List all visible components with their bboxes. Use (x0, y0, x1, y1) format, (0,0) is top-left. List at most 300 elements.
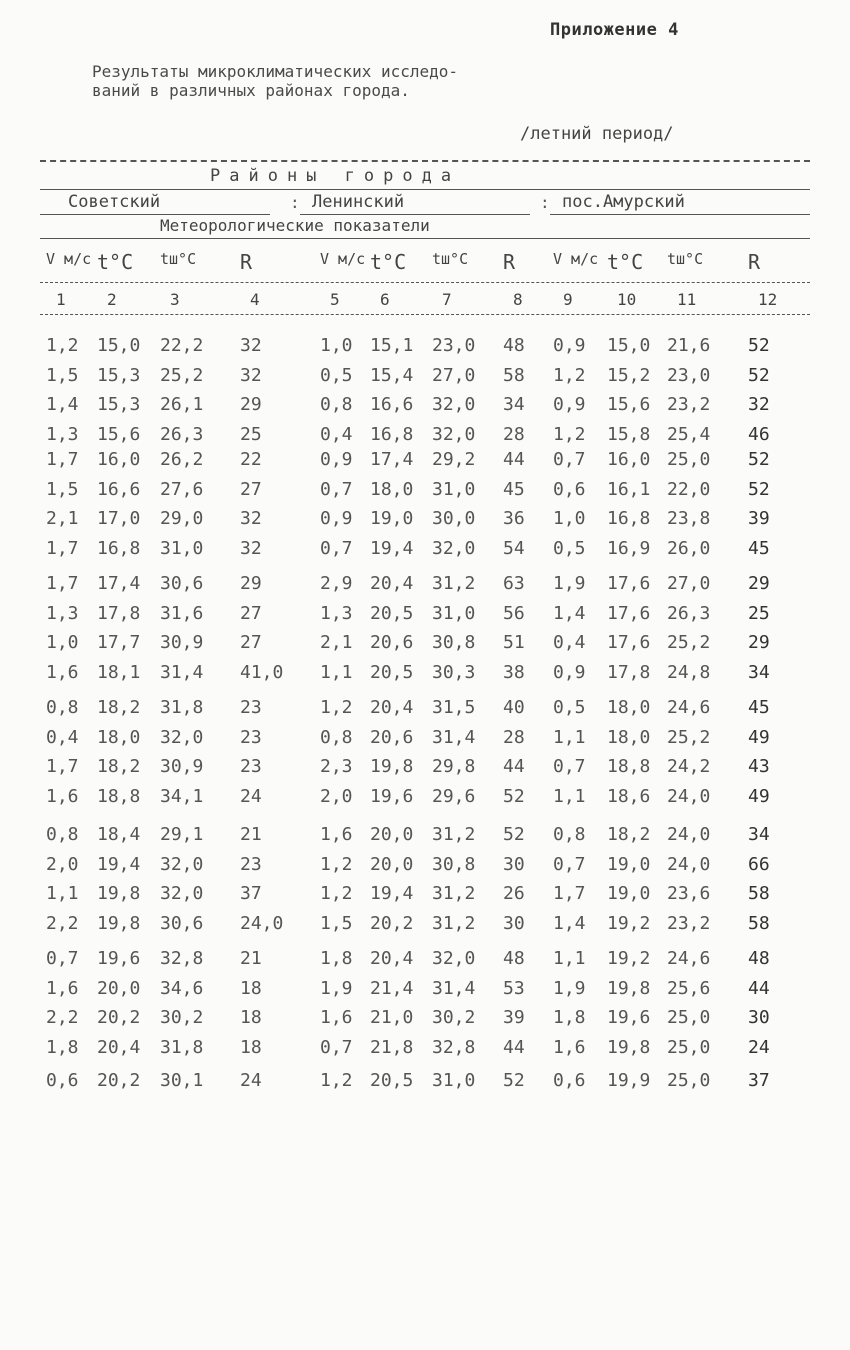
table-cell: 20,4 (370, 573, 414, 594)
table-cell: 23 (240, 756, 262, 777)
table-cell: 0,7 (320, 478, 353, 500)
table-cell: 20,4 (97, 1036, 141, 1058)
table-cell: 20,5 (370, 1070, 414, 1091)
table-cell: 32 (240, 335, 262, 356)
table-cell: 17,8 (607, 661, 651, 683)
table-cell: 1,2 (553, 364, 586, 386)
table-cell: 1,4 (553, 912, 586, 934)
table-cell: 23,2 (667, 912, 711, 934)
table-cell: 24,0 (240, 912, 284, 934)
period-label: /летний период/ (520, 124, 674, 144)
table-cell: 28 (503, 726, 525, 748)
rule (40, 189, 810, 190)
table-cell: 23 (240, 853, 262, 875)
table-cell: 1,7 (46, 537, 79, 559)
table-cell: 32,8 (160, 948, 204, 969)
table-cell: 30 (503, 853, 525, 875)
table-cell: 20,4 (370, 948, 414, 969)
table-cell: 30,3 (432, 661, 476, 683)
table-cell: 31,6 (160, 602, 204, 624)
table-cell: 17,7 (97, 632, 141, 653)
table-cell: 52 (748, 364, 770, 386)
table-cell: 32,0 (160, 726, 204, 748)
table-cell: 30,9 (160, 632, 204, 653)
table-cell: 20,6 (370, 632, 414, 653)
table-cell: 22 (240, 449, 262, 470)
table-cell: 29 (748, 632, 770, 653)
table-cell: 54 (503, 537, 525, 559)
table-cell: 25,2 (160, 364, 204, 386)
table-cell: 23,0 (667, 364, 711, 386)
table-cell: 26,1 (160, 394, 204, 415)
table-cell: 1,4 (46, 394, 79, 415)
table-cell: 2,0 (46, 853, 79, 875)
table-cell: 31,0 (160, 537, 204, 559)
table-cell: 26,3 (667, 602, 711, 624)
table-cell: 0,5 (553, 697, 586, 718)
table-cell: 20,6 (370, 726, 414, 748)
table-cell: 0,7 (320, 537, 353, 559)
table-cell: 17,6 (607, 573, 651, 594)
table-cell: 31,2 (432, 912, 476, 934)
table-cell: 32,0 (432, 394, 476, 415)
table-cell: 19,8 (97, 883, 141, 904)
table-cell: 30,2 (432, 1007, 476, 1028)
table-cell: 18,0 (97, 726, 141, 748)
table-cell: 43 (748, 756, 770, 777)
table-cell: 2,1 (46, 508, 79, 529)
table-cell: 16,0 (97, 449, 141, 470)
table-cell: 52 (748, 478, 770, 500)
table-cell: 18,0 (370, 478, 414, 500)
table-cell: 17,6 (607, 632, 651, 653)
table-cell: 1,0 (553, 508, 586, 529)
table-cell: 1,4 (553, 602, 586, 624)
table-cell: 28 (503, 423, 525, 445)
table-cell: 30 (748, 1007, 770, 1028)
table-cell: 20,0 (97, 977, 141, 999)
table-cell: 34 (503, 394, 525, 415)
separator: : (540, 193, 550, 212)
table-cell: 18 (240, 1007, 262, 1028)
table-cell: 30,1 (160, 1070, 204, 1091)
table-cell: 32,8 (432, 1036, 476, 1058)
table-cell: 36 (503, 508, 525, 529)
table-cell: 21,4 (370, 977, 414, 999)
table-cell: 19,8 (97, 912, 141, 934)
table-cell: 38 (503, 661, 525, 683)
table-cell: 27 (240, 478, 262, 500)
table-cell: 26,0 (667, 537, 711, 559)
table-cell: 39 (748, 508, 770, 529)
table-cell: 66 (748, 853, 770, 875)
table-cell: 15,6 (97, 423, 141, 445)
table-cell: 2,1 (320, 632, 353, 653)
table-cell: 2,9 (320, 573, 353, 594)
table-cell: 1,9 (553, 977, 586, 999)
table-cell: 16,6 (97, 478, 141, 500)
table-cell: 15,2 (607, 364, 651, 386)
table-cell: 20,2 (97, 1070, 141, 1091)
table-cell: 0,5 (320, 364, 353, 386)
table-cell: 0,7 (46, 948, 79, 969)
table-cell: 1,7 (553, 883, 586, 904)
table-cell: 1,0 (46, 632, 79, 653)
table-cell: 1,9 (320, 977, 353, 999)
table-cell: 29,8 (432, 756, 476, 777)
column-number: 4 (250, 290, 260, 309)
table-cell: 17,6 (607, 602, 651, 624)
table-cell: 31,4 (432, 977, 476, 999)
table-cell: 18,6 (607, 785, 651, 807)
column-symbol: tш°C (432, 250, 469, 268)
table-cell: 0,8 (553, 824, 586, 845)
table-cell: 0,9 (553, 335, 586, 356)
table-cell: 1,2 (320, 1070, 353, 1091)
table-cell: 23 (240, 697, 262, 718)
column-number: 5 (330, 290, 340, 309)
table-cell: 0,4 (553, 632, 586, 653)
table-cell: 45 (503, 478, 525, 500)
table-cell: 15,0 (607, 335, 651, 356)
table-cell: 58 (748, 883, 770, 904)
table-cell: 16,8 (370, 423, 414, 445)
table-cell: 24 (240, 785, 262, 807)
table-cell: 17,0 (97, 508, 141, 529)
table-cell: 20,5 (370, 602, 414, 624)
table-cell: 32 (748, 394, 770, 415)
table-cell: 1,2 (46, 335, 79, 356)
table-cell: 23,6 (667, 883, 711, 904)
table-cell: 21 (240, 948, 262, 969)
table-cell: 25,0 (667, 1070, 711, 1091)
table-cell: 1,5 (46, 478, 79, 500)
table-cell: 27 (240, 632, 262, 653)
table-cell: 63 (503, 573, 525, 594)
table-cell: 30,6 (160, 912, 204, 934)
table-cell: 44 (503, 756, 525, 777)
table-cell: 1,1 (553, 785, 586, 807)
rule (40, 238, 810, 239)
table-cell: 25,2 (667, 726, 711, 748)
table-cell: 1,7 (46, 449, 79, 470)
table-cell: 49 (748, 785, 770, 807)
district-amursky: пос.Амурский (562, 192, 685, 212)
table-cell: 30,6 (160, 573, 204, 594)
table-cell: 19,9 (607, 1070, 651, 1091)
table-cell: 19,4 (97, 853, 141, 875)
table-cell: 19,2 (607, 912, 651, 934)
table-cell: 19,4 (370, 883, 414, 904)
rule (550, 214, 810, 215)
table-cell: 32,0 (432, 948, 476, 969)
table-cell: 21,8 (370, 1036, 414, 1058)
table-cell: 24,6 (667, 948, 711, 969)
table-cell: 15,4 (370, 364, 414, 386)
table-cell: 1,6 (46, 785, 79, 807)
column-symbol: V м/с (320, 250, 366, 268)
table-cell: 19,0 (607, 853, 651, 875)
districts-header: Районы города (210, 166, 461, 186)
column-symbol: R (748, 250, 761, 274)
table-cell: 27,6 (160, 478, 204, 500)
table-cell: 25,2 (667, 632, 711, 653)
table-cell: 27,0 (432, 364, 476, 386)
table-cell: 0,7 (320, 1036, 353, 1058)
table-cell: 52 (748, 335, 770, 356)
column-number: 12 (758, 290, 778, 309)
table-cell: 18,2 (607, 824, 651, 845)
table-cell: 19,0 (370, 508, 414, 529)
table-cell: 1,1 (46, 883, 79, 904)
table-cell: 32 (240, 508, 262, 529)
table-cell: 31,8 (160, 697, 204, 718)
table-cell: 52 (503, 824, 525, 845)
table-cell: 15,0 (97, 335, 141, 356)
rule (40, 214, 270, 215)
table-cell: 32,0 (160, 883, 204, 904)
table-cell: 19,6 (607, 1007, 651, 1028)
table-cell: 32,0 (432, 537, 476, 559)
table-cell: 29,0 (160, 508, 204, 529)
table-cell: 25,6 (667, 977, 711, 999)
table-cell: 1,0 (320, 335, 353, 356)
separator: : (290, 193, 300, 212)
table-cell: 1,7 (46, 573, 79, 594)
table-cell: 0,7 (553, 449, 586, 470)
table-cell: 58 (748, 912, 770, 934)
table-cell: 21,6 (667, 335, 711, 356)
table-cell: 31,0 (432, 602, 476, 624)
table-cell: 23,8 (667, 508, 711, 529)
table-cell: 21 (240, 824, 262, 845)
table-cell: 15,6 (607, 394, 651, 415)
table-cell: 17,8 (97, 602, 141, 624)
table-cell: 19,0 (607, 883, 651, 904)
table-cell: 16,8 (97, 537, 141, 559)
table-cell: 24 (748, 1036, 770, 1058)
table-cell: 1,1 (553, 726, 586, 748)
table-cell: 16,9 (607, 537, 651, 559)
column-symbol: R (240, 250, 253, 274)
table-cell: 31,4 (432, 726, 476, 748)
table-cell: 20,2 (97, 1007, 141, 1028)
rule (40, 314, 810, 315)
table-cell: 19,4 (370, 537, 414, 559)
table-cell: 56 (503, 602, 525, 624)
table-cell: 25 (748, 602, 770, 624)
column-symbol: t°C (607, 250, 644, 274)
table-cell: 53 (503, 977, 525, 999)
table-cell: 32 (240, 537, 262, 559)
table-cell: 1,6 (553, 1036, 586, 1058)
table-cell: 0,6 (553, 478, 586, 500)
table-cell: 45 (748, 537, 770, 559)
table-cell: 1,2 (320, 853, 353, 875)
rule (300, 214, 530, 215)
table-cell: 18,0 (607, 726, 651, 748)
table-cell: 1,5 (320, 912, 353, 934)
table-cell: 34 (748, 824, 770, 845)
table-cell: 1,6 (320, 824, 353, 845)
table-cell: 25,0 (667, 1007, 711, 1028)
table-cell: 46 (748, 423, 770, 445)
table-cell: 31,2 (432, 824, 476, 845)
table-cell: 18,4 (97, 824, 141, 845)
column-number: 2 (107, 290, 117, 309)
table-cell: 0,4 (46, 726, 79, 748)
table-cell: 15,8 (607, 423, 651, 445)
table-cell: 24,2 (667, 756, 711, 777)
table-cell: 1,6 (46, 977, 79, 999)
table-cell: 48 (748, 948, 770, 969)
column-number: 9 (563, 290, 573, 309)
table-cell: 31,2 (432, 573, 476, 594)
table-cell: 23,0 (432, 335, 476, 356)
table-cell: 25,4 (667, 423, 711, 445)
table-cell: 30,8 (432, 853, 476, 875)
table-cell: 24 (240, 1070, 262, 1091)
table-cell: 31,4 (160, 661, 204, 683)
table-cell: 18,1 (97, 661, 141, 683)
table-cell: 18 (240, 1036, 262, 1058)
indicators-header: Метеорологические показатели (160, 216, 430, 235)
table-cell: 0,9 (553, 394, 586, 415)
table-cell: 27,0 (667, 573, 711, 594)
table-cell: 2,2 (46, 912, 79, 934)
table-cell: 1,2 (320, 697, 353, 718)
table-cell: 21,0 (370, 1007, 414, 1028)
table-cell: 16,0 (607, 449, 651, 470)
table-cell: 15,3 (97, 364, 141, 386)
table-cell: 0,4 (320, 423, 353, 445)
table-cell: 49 (748, 726, 770, 748)
table-cell: 1,8 (46, 1036, 79, 1058)
table-cell: 22,0 (667, 478, 711, 500)
table-cell: 1,5 (46, 364, 79, 386)
table-cell: 30,9 (160, 756, 204, 777)
table-cell: 52 (748, 449, 770, 470)
table-cell: 18,2 (97, 697, 141, 718)
document-title (92, 62, 458, 100)
table-cell: 52 (503, 1070, 525, 1091)
table-cell: 1,9 (553, 573, 586, 594)
top-divider (40, 160, 810, 162)
column-symbol: t°C (97, 250, 134, 274)
table-cell: 18,2 (97, 756, 141, 777)
table-cell: 44 (503, 449, 525, 470)
column-number: 8 (513, 290, 523, 309)
table-cell: 58 (503, 364, 525, 386)
table-cell: 0,9 (320, 449, 353, 470)
table-cell: 23,2 (667, 394, 711, 415)
table-cell: 15,3 (97, 394, 141, 415)
table-cell: 19,8 (607, 977, 651, 999)
table-cell: 18 (240, 977, 262, 999)
column-number: 10 (617, 290, 637, 309)
table-cell: 24,0 (667, 824, 711, 845)
table-cell: 37 (240, 883, 262, 904)
table-cell: 19,8 (607, 1036, 651, 1058)
table-cell: 29,1 (160, 824, 204, 845)
table-cell: 0,8 (320, 394, 353, 415)
table-cell: 37 (748, 1070, 770, 1091)
table-cell: 30 (503, 912, 525, 934)
table-cell: 1,7 (46, 756, 79, 777)
table-cell: 24,0 (667, 853, 711, 875)
table-cell: 40 (503, 697, 525, 718)
table-cell: 0,8 (46, 824, 79, 845)
table-cell: 48 (503, 948, 525, 969)
table-cell: 30,2 (160, 1007, 204, 1028)
table-cell: 52 (503, 785, 525, 807)
table-cell: 32,0 (160, 853, 204, 875)
table-cell: 31,2 (432, 883, 476, 904)
district-leninsky: Ленинский (312, 192, 405, 212)
table-cell: 1,3 (320, 602, 353, 624)
table-cell: 25,0 (667, 1036, 711, 1058)
column-symbol: V м/с (46, 250, 92, 268)
table-cell: 26,2 (160, 449, 204, 470)
table-cell: 29 (240, 573, 262, 594)
table-cell: 30,8 (432, 632, 476, 653)
table-cell: 17,4 (370, 449, 414, 470)
table-cell: 22,2 (160, 335, 204, 356)
table-cell: 0,8 (320, 726, 353, 748)
column-number: 7 (442, 290, 452, 309)
title-line-2: ваний в различных районах города. (92, 81, 410, 100)
table-cell: 25,0 (667, 449, 711, 470)
table-cell: 19,8 (370, 756, 414, 777)
table-cell: 18,8 (607, 756, 651, 777)
table-cell: 31,8 (160, 1036, 204, 1058)
table-cell: 18,8 (97, 785, 141, 807)
table-cell: 0,7 (553, 853, 586, 875)
title-line-1: Результаты микроклиматических исследо- (92, 62, 459, 81)
table-cell: 48 (503, 335, 525, 356)
table-cell: 19,6 (97, 948, 141, 969)
table-cell: 20,0 (370, 853, 414, 875)
table-cell: 2,3 (320, 756, 353, 777)
table-cell: 19,2 (607, 948, 651, 969)
table-cell: 0,5 (553, 537, 586, 559)
table-cell: 0,6 (46, 1070, 79, 1091)
table-cell: 2,2 (46, 1007, 79, 1028)
column-symbol: tш°C (160, 250, 197, 268)
table-cell: 31,0 (432, 1070, 476, 1091)
table-cell: 1,8 (553, 1007, 586, 1028)
table-cell: 2,0 (320, 785, 353, 807)
table-cell: 0,9 (553, 661, 586, 683)
table-cell: 24,8 (667, 661, 711, 683)
table-cell: 44 (503, 1036, 525, 1058)
table-cell: 17,4 (97, 573, 141, 594)
table-cell: 0,7 (553, 756, 586, 777)
table-cell: 20,4 (370, 697, 414, 718)
table-cell: 1,6 (320, 1007, 353, 1028)
table-cell: 18,0 (607, 697, 651, 718)
table-cell: 45 (748, 697, 770, 718)
table-cell: 0,6 (553, 1070, 586, 1091)
table-cell: 27 (240, 602, 262, 624)
table-cell: 0,8 (46, 697, 79, 718)
table-cell: 1,8 (320, 948, 353, 969)
table-cell: 1,6 (46, 661, 79, 683)
table-cell: 1,2 (320, 883, 353, 904)
table-cell: 29,2 (432, 449, 476, 470)
column-number: 3 (170, 290, 180, 309)
column-symbol: R (503, 250, 516, 274)
